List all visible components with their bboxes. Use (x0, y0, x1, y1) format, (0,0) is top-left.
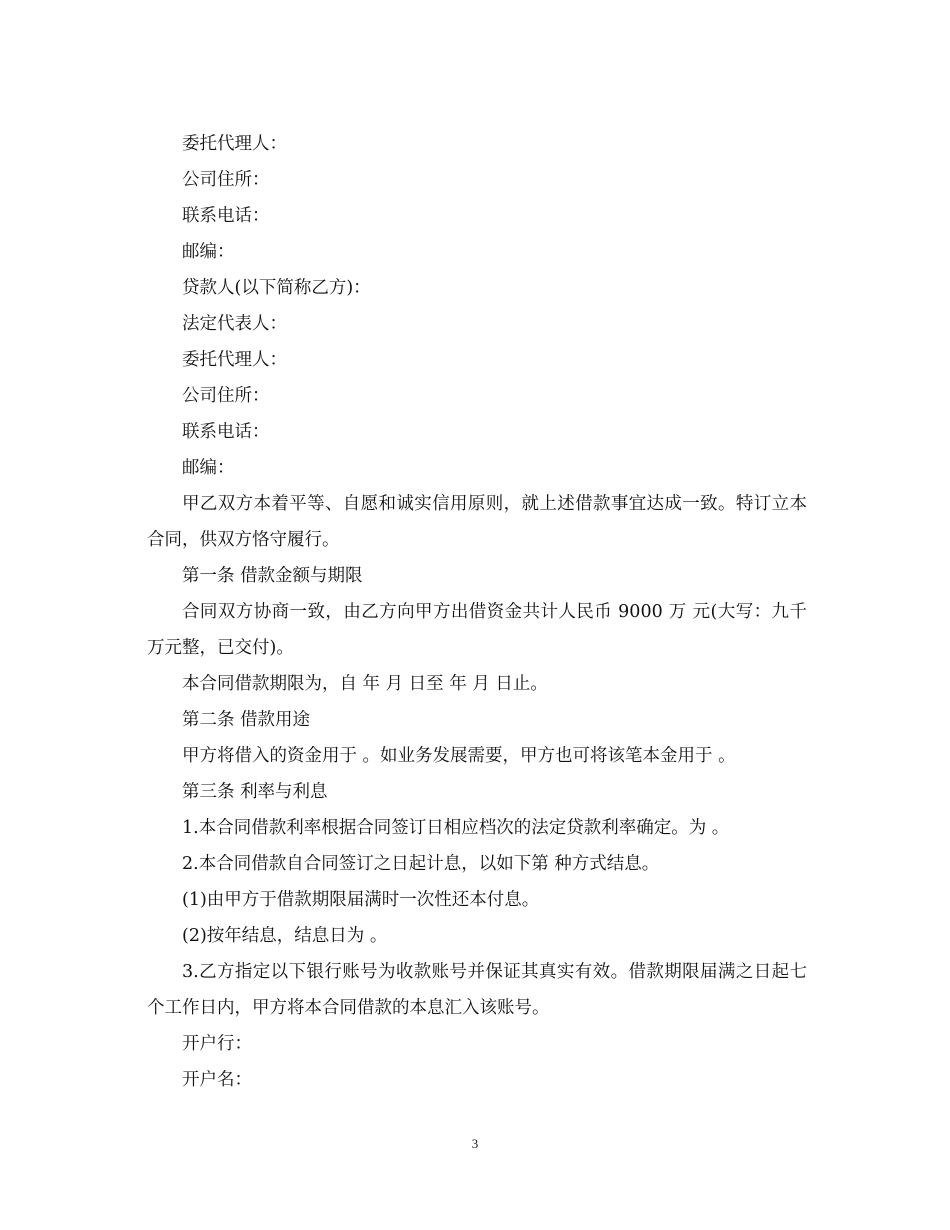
paragraph-phone-1: 联系电话： (182, 206, 270, 226)
paragraph-legal-representative: 法定代表人： (182, 314, 287, 334)
heading-article-1: 第一条 借款金额与期限 (182, 566, 363, 586)
paragraph-lender: 贷款人(以下简称乙方)： (182, 278, 371, 298)
paragraph-company-address-2: 公司住所： (182, 386, 270, 406)
paragraph-phone-2: 联系电话： (182, 422, 270, 442)
paragraph-bank-name: 开户行： (182, 1034, 252, 1054)
paragraph-option-1: (1)由甲方于借款期限届满时一次性还本付息。 (182, 890, 540, 910)
page-number: 3 (471, 1136, 479, 1151)
paragraph-agent-2: 委托代理人： (182, 350, 287, 370)
paragraph-loan-amount: 合同双方协商一致，由乙方向甲方出借资金共计人民币 9000 万 元(大写：九千万元整，已交付)。 (147, 602, 807, 658)
paragraph-loan-term: 本合同借款期限为，自 年 月 日至 年 月 日止。 (182, 674, 548, 694)
paragraph-option-2: (2)按年结息，结息日为 。 (182, 926, 388, 946)
heading-article-2: 第二条 借款用途 (182, 710, 311, 730)
paragraph-postcode-1: 邮编： (182, 242, 235, 262)
paragraph-company-address-1: 公司住所： (182, 170, 270, 190)
paragraph-interest-rate: 1.本合同借款利率根据合同签订日相应档次的法定贷款利率确定。为 。 (182, 818, 730, 838)
paragraph-interest-calculation: 2.本合同借款自合同签订之日起计息，以如下第 种方式结息。 (182, 854, 660, 874)
paragraph-bank-account: 3.乙方指定以下银行账号为收款账号并保证其真实有效。借款期限届满之日起七个工作日内，甲方将本合同借款的本息汇入该账号。 (147, 962, 807, 1018)
document-body (147, 126, 807, 1098)
paragraph-agreement-intro: 甲乙双方本着平等、自愿和诚实信用原则，就上述借款事宜达成一致。特订立本合同，供双方恪守履行。 (147, 494, 807, 550)
paragraph-postcode-2: 邮编： (182, 458, 235, 478)
paragraph-agent-1: 委托代理人： (182, 134, 287, 154)
heading-article-3: 第三条 利率与利息 (182, 782, 328, 802)
paragraph-loan-purpose: 甲方将借入的资金用于 。如业务发展需要，甲方也可将该笔本金用于 。 (182, 746, 736, 766)
paragraph-account-name: 开户名： (182, 1070, 252, 1090)
